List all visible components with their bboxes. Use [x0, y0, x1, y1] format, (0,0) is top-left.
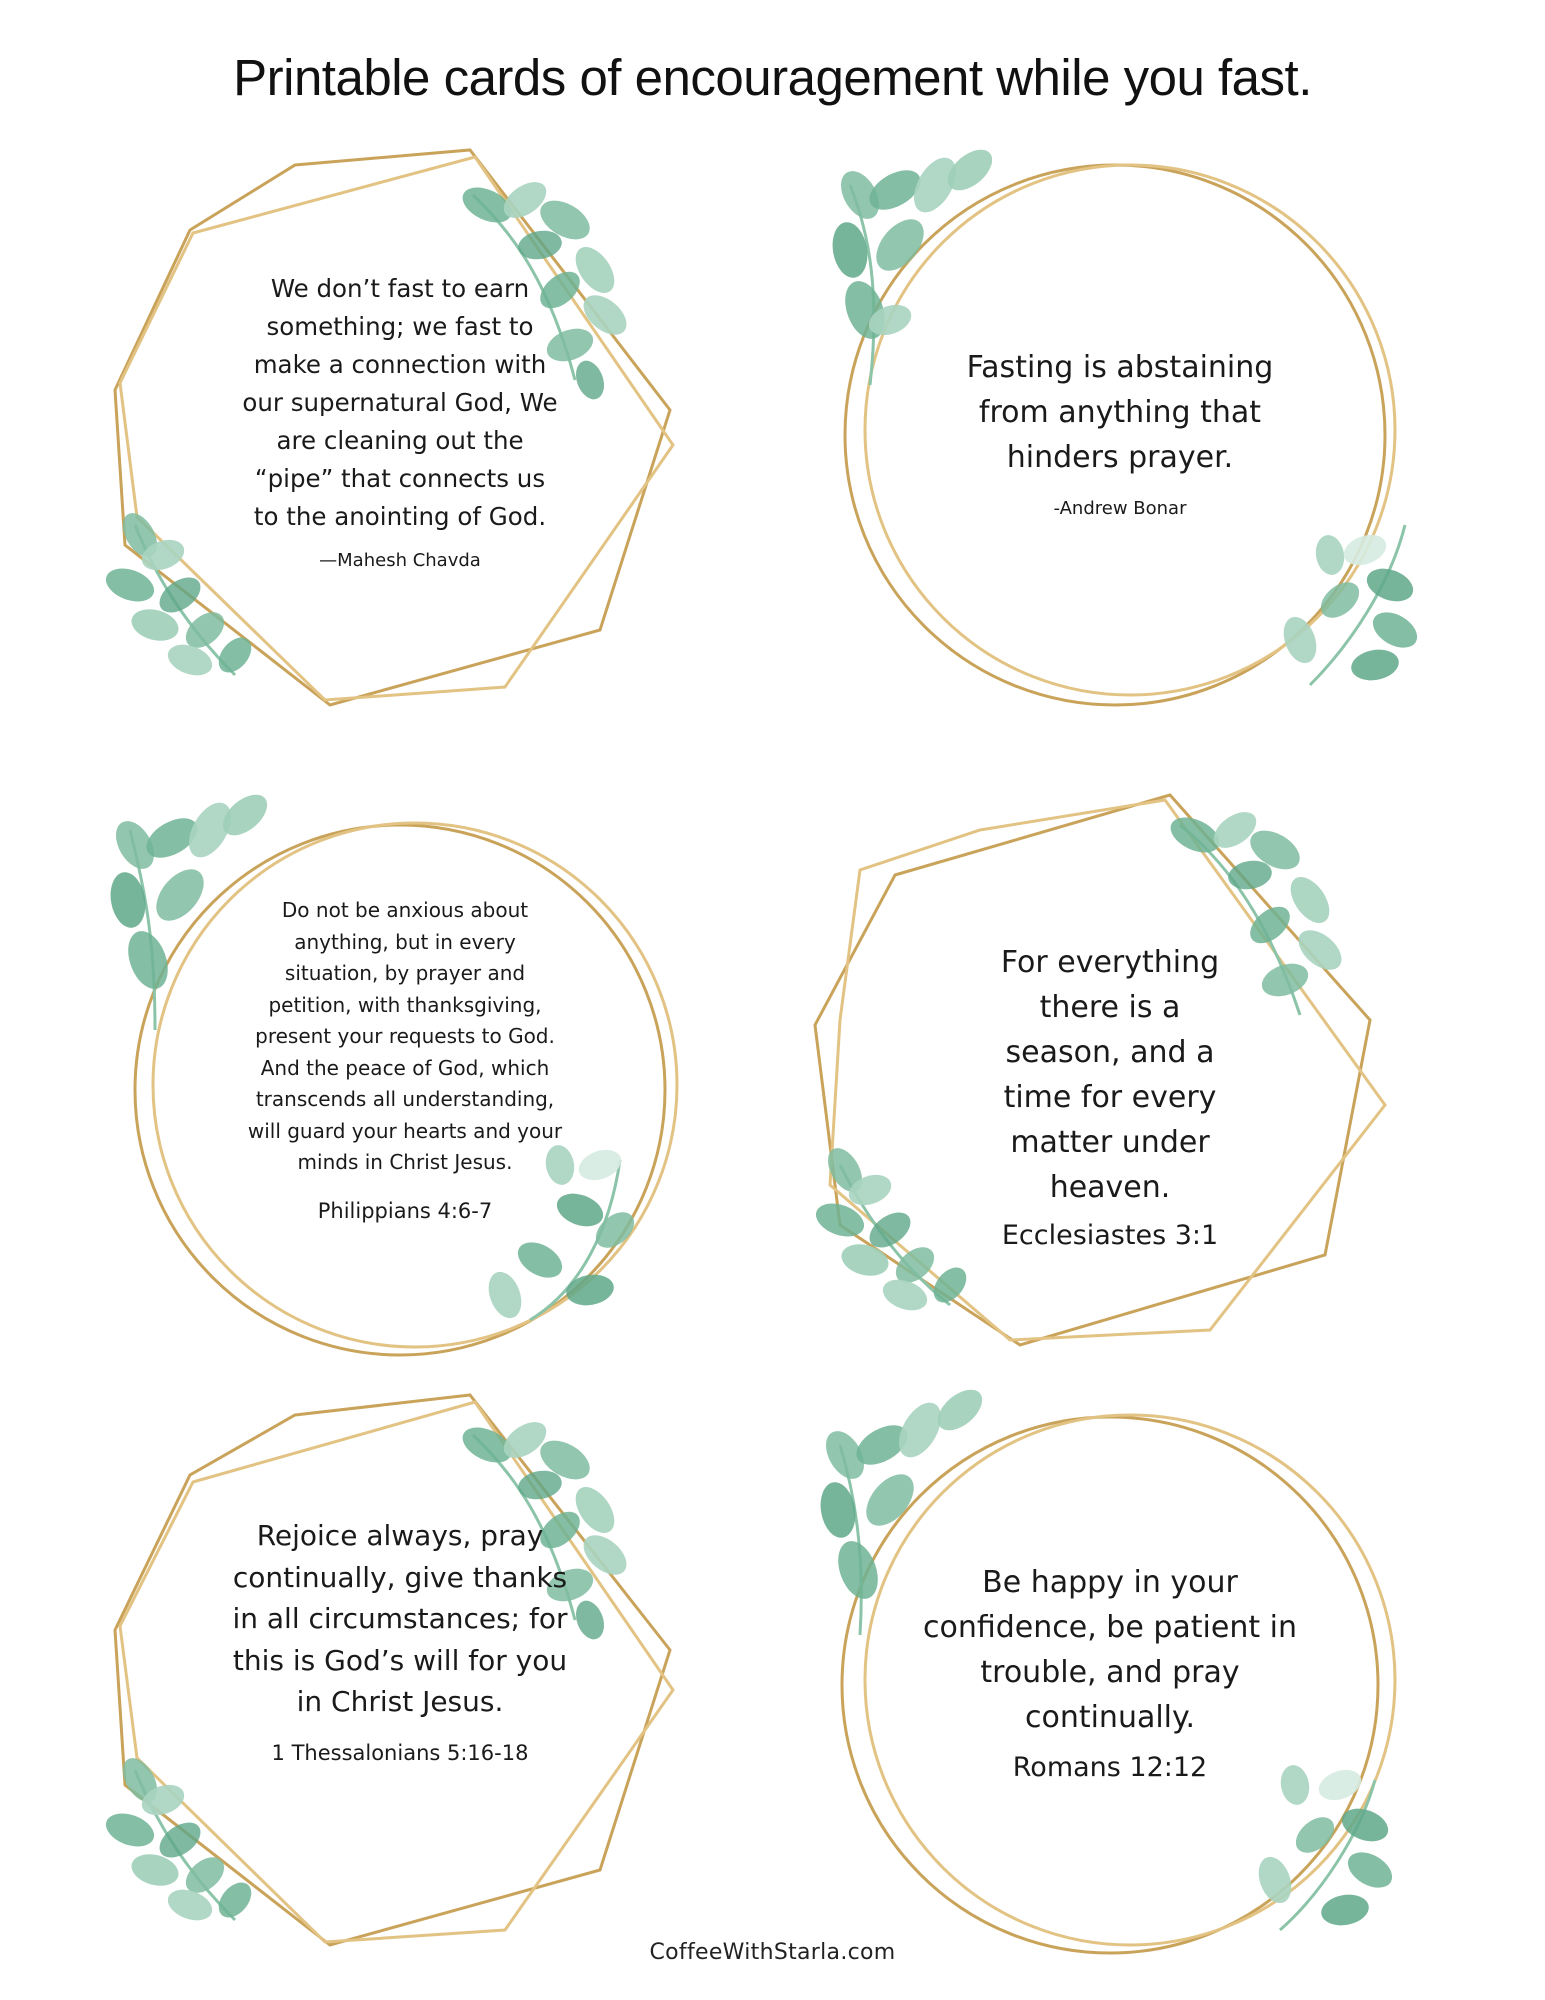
- quote-card-3: [110, 790, 750, 1390]
- quote-card-1: [95, 145, 735, 745]
- quote-card-2: [830, 145, 1470, 745]
- quote-attribution: Ecclesiastes 3:1: [1001, 1220, 1219, 1251]
- quote-card-6: [820, 1385, 1460, 1985]
- quote-text: For everything there is a season, and a time for every matter under heaven.: [1000, 945, 1220, 1205]
- quote-text: We don’t fast to earn something; we fast to make a connection with our supernatural God, We are cleaning out the “pipe” that connects us to the anointing of God.: [242, 274, 558, 531]
- quote-attribution: 1 Thessalonians 5:16-18: [271, 1740, 529, 1765]
- quote-attribution: Philippians 4:6-7: [317, 1198, 493, 1223]
- quote-text: Be happy in your confidence, be patient in trouble, and pray continually.: [923, 1565, 1297, 1735]
- site-url-footer: CoffeeWithStarla.com: [649, 1940, 896, 1965]
- page-title: Printable cards of encouragement while you fast.: [233, 49, 1312, 106]
- quote-card-4: [810, 785, 1450, 1385]
- quote-attribution: —Mahesh Chavda: [319, 550, 481, 571]
- quote-attribution: Romans 12:12: [1012, 1752, 1208, 1783]
- quote-text: Fasting is abstaining from anything that hinders prayer.: [966, 350, 1274, 475]
- quote-attribution: -Andrew Bonar: [1053, 498, 1187, 519]
- quote-text: Rejoice always, pray continually, give thanks in all circumstances; for this is God’s will for you in Christ Jesus.: [232, 1519, 568, 1718]
- quote-card-5: [95, 1390, 735, 1990]
- quote-text: Do not be anxious about anything, but in every situation, by prayer and petition, with thanksgiving, present your requests to God. And the peace of God, which transcends all understanding, will guard your hearts and your minds in Christ Jesus.: [247, 898, 563, 1174]
